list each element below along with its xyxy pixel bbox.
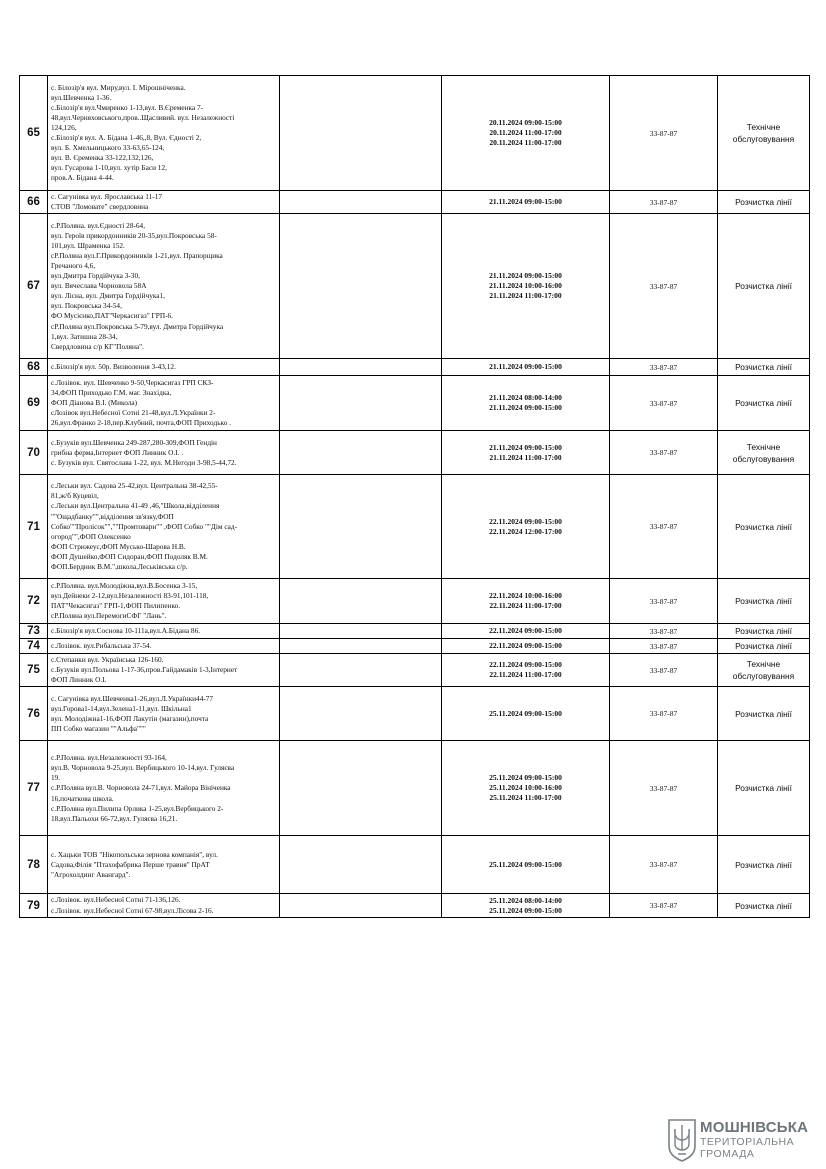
address-line: ФОП Діанова В.І. (Микола): [51, 398, 138, 408]
time-cell: [442, 359, 610, 376]
time-cell: [442, 639, 610, 654]
address-line: вул. Б. Хмельницького 33-63,65-124,: [51, 143, 165, 153]
phone-cell: 33-87-87: [610, 214, 718, 359]
address-cell: [48, 639, 280, 654]
row-number: 66: [20, 191, 48, 214]
work-type-cell: Розчистка лінії: [718, 639, 810, 654]
address-line: 101,вул. Шраменка 152.: [51, 240, 125, 250]
address-line: вул.В. Чорновола 9-25,вул. Вербицького 10-14,вул. Гуляєва: [51, 763, 235, 773]
address-line: 48,вул.Черняховського,пров..Щасливий. вул. Незалежності: [51, 112, 235, 122]
time-slot: 21.11.2024 09:00-15:00: [489, 362, 562, 372]
work-type-cell: Технічне обслуговування: [718, 431, 810, 475]
time-cell: [442, 654, 610, 687]
address-line: с.Білозір'я вул. 50р. Визволення 3-43,12.: [51, 362, 176, 372]
address-line: 16,початкова школа.: [51, 793, 114, 803]
address-line: с.Бузуків вул.Польова 1-17-36,пров.Гайдамаків 1-3,Інтернет: [51, 665, 238, 675]
empty-cell: [280, 894, 442, 917]
time-slot: 20.11.2024 11:00-17:00: [489, 138, 562, 147]
time-cell: [442, 894, 610, 917]
time-slot: 21.11.2024 11:00-17:00: [489, 452, 562, 462]
address-line: с.Р.Поляна. вул.Незалежності 93-164,: [51, 753, 167, 763]
phone-cell: 33-87-87: [610, 836, 718, 894]
table-row: [20, 376, 810, 431]
address-line: ФОП Душейко,ФОП Сидоран,ФОП Подоляк В.М.: [51, 551, 208, 561]
phone-cell: 33-87-87: [610, 76, 718, 191]
row-number: 65: [20, 76, 48, 191]
table-row: [20, 639, 810, 654]
outage-schedule-table: [19, 75, 810, 918]
work-type-cell: Розчистка лінії: [718, 687, 810, 741]
phone-cell: 33-87-87: [610, 894, 718, 917]
address-line: с.Білозір'я вул.Чмиренко 1-13,вул. В.Єременка 7-: [51, 102, 204, 112]
phone-cell: 33-87-87: [610, 579, 718, 624]
address-cell: [48, 191, 280, 214]
address-cell: [48, 475, 280, 579]
row-number: 78: [20, 836, 48, 894]
row-number: 79: [20, 894, 48, 917]
address-line: ФОП Стрижеус,ФОП Мусько-Шарова Н.В.: [51, 541, 186, 551]
work-type-cell: Розчистка лінії: [718, 894, 810, 917]
address-line: вул. Вячеслава Чорновола 58А: [51, 281, 147, 291]
address-line: Свердловина с/р КГ"Поляна".: [51, 341, 144, 351]
address-line: 34,ФОП Приходько Г.М. маг. Знахідка,: [51, 388, 172, 398]
table-row: [20, 191, 810, 214]
address-line: грибна ферма,Інтернет ФОП Линник О.І. .: [51, 447, 184, 457]
row-number: 72: [20, 579, 48, 624]
row-number: 73: [20, 624, 48, 639]
table-row: [20, 431, 810, 475]
address-line: ФОП.Бердник В.М.",школа,Леськівська с/р.: [51, 562, 188, 572]
address-line: с.Р.Поляна. вул.Молодіжна,вул.В.Босенка 3-15,: [51, 581, 198, 590]
address-cell: [48, 624, 280, 639]
address-line: с.Лозівок. вул.Небесної Сотні 67-98,вул.Лісова 2-16.: [51, 905, 214, 915]
row-number: 74: [20, 639, 48, 654]
work-type-cell: Розчистка лінії: [718, 475, 810, 579]
time-slot: 21.11.2024 11:00-17:00: [489, 291, 562, 301]
table-row: [20, 359, 810, 376]
time-slot: 22.11.2024 09:00-15:00: [489, 660, 562, 670]
phone-cell: 33-87-87: [610, 741, 718, 836]
address-cell: [48, 579, 280, 624]
row-number: 67: [20, 214, 48, 359]
address-line: вул. Молодіжна1-16,ФОП Лакутін (магазин),почта: [51, 713, 209, 723]
time-slot: 20.11.2024 11:00-17:00: [489, 128, 562, 137]
phone-cell: 33-87-87: [610, 376, 718, 431]
time-cell: [442, 214, 610, 359]
address-line: "Агрохолдинг Авангард".: [51, 870, 131, 880]
table-body: [20, 76, 810, 918]
phone-cell: 33-87-87: [610, 639, 718, 654]
empty-cell: [280, 836, 442, 894]
row-number: 70: [20, 431, 48, 475]
time-slot: 25.11.2024 09:00-15:00: [489, 905, 562, 915]
row-number: 69: [20, 376, 48, 431]
address-line: ПП Собко магазин ""Альфа""": [51, 724, 146, 734]
address-cell: [48, 741, 280, 836]
address-line: Садова,Філія "Птахофабрика Перше травня" ПрАТ: [51, 859, 210, 869]
time-slot: 22.11.2024 12:00-17:00: [489, 526, 562, 536]
address-line: вул. Гусарова 1-10,вул. хутір Баси 12,: [51, 163, 167, 173]
empty-cell: [280, 475, 442, 579]
empty-cell: [280, 191, 442, 214]
empty-cell: [280, 431, 442, 475]
address-line: 1,вул. Затишна 28-34,: [51, 331, 118, 341]
address-cell: [48, 894, 280, 917]
empty-cell: [280, 654, 442, 687]
work-type-cell: Розчистка лінії: [718, 214, 810, 359]
address-cell: [48, 431, 280, 475]
address-line: с.Лозівок. вул.Рибальська 37-54.: [51, 641, 152, 651]
logo-subtitle-2: ГРОМАДА: [700, 1148, 755, 1160]
time-cell: [442, 475, 610, 579]
phone-cell: 33-87-87: [610, 359, 718, 376]
time-slot: 21.11.2024 08:00-14:00: [489, 393, 562, 403]
address-line: вул.Дейнеки 2-12,вул.Незалежності 83-91,101-118,: [51, 591, 209, 601]
work-type-cell: Розчистка лінії: [718, 359, 810, 376]
time-cell: [442, 191, 610, 214]
time-cell: [442, 431, 610, 475]
empty-cell: [280, 639, 442, 654]
table-row: [20, 475, 810, 579]
address-line: ""Ощадбанку"",відділення зв'язку,ФОП: [51, 511, 174, 521]
empty-cell: [280, 741, 442, 836]
time-cell: [442, 741, 610, 836]
address-line: огород"",ФОП Олексенко: [51, 531, 131, 541]
address-line: 18,вул.Пальохи 66-72,вул. Гуляєва 16,21.: [51, 813, 178, 823]
address-cell: [48, 214, 280, 359]
table-row: [20, 654, 810, 687]
time-slot: 25.11.2024 11:00-17:00: [489, 793, 562, 803]
address-line: вул.Дмитра Гордійчука 3-30,: [51, 271, 140, 281]
time-slot: 21.11.2024 09:00-15:00: [489, 197, 562, 207]
table-row: [20, 894, 810, 917]
empty-cell: [280, 687, 442, 741]
address-cell: [48, 76, 280, 191]
address-line: ФО Мусієнко,ПАТ"Черкасигаз" ГРП-6.: [51, 311, 173, 321]
address-line: СТОВ "Ломовате" свердловина: [51, 202, 149, 212]
table-row: [20, 214, 810, 359]
time-slot: 20.11.2024 09:00-15:00: [489, 118, 562, 127]
address-line: ПАТ"Чекасигаз" ГРП-1,ФОП Пилипенко.: [51, 601, 181, 611]
empty-cell: [280, 376, 442, 431]
time-slot: 21.11.2024 09:00-15:00: [489, 442, 562, 452]
phone-cell: 33-87-87: [610, 191, 718, 214]
address-line: с.Білозір'я вул. А. Бідана 1-46,,8, Вул. Єдності 2,: [51, 133, 202, 142]
address-line: вул.Шевченка 1-36.: [51, 92, 112, 102]
address-line: с.Степанки вул. Українська 126-160.: [51, 655, 164, 665]
trident-icon: [667, 1118, 697, 1162]
work-type-cell: Розчистка лінії: [718, 191, 810, 214]
phone-cell: 33-87-87: [610, 687, 718, 741]
table-row: [20, 836, 810, 894]
time-slot: 21.11.2024 09:00-15:00: [489, 271, 562, 281]
address-line: сР.Поляна вул.ПеремогиСФГ "Лань".: [51, 611, 167, 621]
table-row: [20, 579, 810, 624]
address-line: с.Леськи вул. Садова 25-42,вул. Центральна 38-42,55-: [51, 481, 218, 491]
address-line: с.Леськи вул.Центральна 41-49 ,46,"Школа,відділення: [51, 501, 220, 511]
time-slot: 22.11.2024 11:00-17:00: [489, 601, 562, 611]
address-line: с. Сагунівка вул.Шевченка1-26,вул.Л.Українки44-77: [51, 693, 214, 703]
address-line: сР.Поляна вул.Покровська 5-79,вул. Дмитра Гордійчука: [51, 321, 224, 331]
time-cell: [442, 76, 610, 191]
address-line: сЛозівок вул.Небесної Сотні 21-48,вул.Л.Українки 2-: [51, 408, 216, 418]
row-number: 77: [20, 741, 48, 836]
address-line: вул.Горова1-14,вул.Зелена1-11,вул. Шкільна1: [51, 703, 192, 713]
address-line: вул. Героїв прикордонників 20-35,вул.Покровська 58-: [51, 230, 217, 240]
time-cell: [442, 579, 610, 624]
empty-cell: [280, 214, 442, 359]
address-line: с. Бузуків вул. Святослава 1-22, вул. М.Негоди 3-98,5-44,72.: [51, 457, 237, 467]
address-line: пров.А. Бідана 4-44.: [51, 173, 114, 183]
address-line: с. Сагунівка вул. Ярославська 11-17: [51, 192, 163, 201]
time-slot: 25.11.2024 10:00-16:00: [489, 783, 562, 793]
phone-cell: 33-87-87: [610, 624, 718, 639]
time-slot: 22.11.2024 11:00-17:00: [489, 670, 562, 680]
address-line: сР.Поляна вул.Г.Прикордонників 1-21,вул. Прапорщика: [51, 250, 223, 260]
empty-cell: [280, 359, 442, 376]
address-cell: [48, 376, 280, 431]
address-line: вул. Покровська 34-54,: [51, 301, 122, 311]
address-line: 26,вул.Франко 2-18,пер.Клубний, почта,ФОП Приходько .: [51, 418, 232, 428]
address-line: Собко""Пролісок"",""Промтовари"" ,ФОП Собко ""Дім сад-: [51, 521, 238, 531]
address-line: с.Р.Поляна вул.В. Чорновола 24-71,вул. Майора Вініченка: [51, 783, 231, 793]
work-type-cell: Розчистка лінії: [718, 836, 810, 894]
address-line: вул. В. Єременка 33-122,132,126,: [51, 153, 154, 163]
work-type-cell: Розчистка лінії: [718, 376, 810, 431]
time-slot: 21.11.2024 10:00-16:00: [489, 281, 562, 291]
phone-cell: 33-87-87: [610, 431, 718, 475]
time-slot: 25.11.2024 09:00-15:00: [489, 773, 562, 783]
time-slot: 25.11.2024 08:00-14:00: [489, 895, 562, 905]
phone-cell: 33-87-87: [610, 654, 718, 687]
address-line: с.Бузуків вул.Шевченка 249-287,280-309,ФОП Гендін: [51, 437, 217, 447]
logo-name: МОШНІВСЬКА: [700, 1119, 809, 1136]
address-line: 19.: [51, 773, 61, 783]
address-line: с.Лозівок. вул. Шевченко 9-50,Черкасигаз ГРП СКЗ-: [51, 377, 214, 387]
phone-cell: 33-87-87: [610, 475, 718, 579]
work-type-cell: Розчистка лінії: [718, 579, 810, 624]
address-line: вул. Лісна, вул. Дмитра Гордійчука1,: [51, 291, 166, 301]
table-row: [20, 76, 810, 191]
time-slot: 25.11.2024 09:00-15:00: [489, 859, 562, 869]
address-line: ФОП Линник О.І.: [51, 675, 107, 685]
address-line: Гречаного 4,6,: [51, 260, 96, 270]
time-cell: [442, 376, 610, 431]
address-cell: [48, 836, 280, 894]
work-type-cell: Розчистка лінії: [718, 624, 810, 639]
work-type-cell: Технічне обслуговування: [718, 654, 810, 687]
time-slot: 21.11.2024 09:00-15:00: [489, 403, 562, 413]
empty-cell: [280, 76, 442, 191]
address-line: 81,ж/б Куцевіл,: [51, 491, 99, 501]
time-slot: 22.11.2024 09:00-15:00: [489, 516, 562, 526]
work-type-cell: Розчистка лінії: [718, 741, 810, 836]
table-row: [20, 687, 810, 741]
work-type-cell: Технічне обслуговування: [718, 76, 810, 191]
time-slot: 22.11.2024 09:00-15:00: [489, 626, 562, 636]
time-slot: 22.11.2024 10:00-16:00: [489, 591, 562, 601]
table-row: [20, 741, 810, 836]
logo-subtitle-1: ТЕРИТОРІАЛЬНА: [700, 1136, 795, 1148]
row-number: 75: [20, 654, 48, 687]
address-line: с.Білозір'я вул.Соснова 10-111а,вул.А.Бідана 86.: [51, 626, 201, 636]
row-number: 76: [20, 687, 48, 741]
address-line: 124,126,: [51, 122, 77, 132]
table-row: [20, 624, 810, 639]
time-cell: [442, 836, 610, 894]
address-cell: [48, 359, 280, 376]
address-cell: [48, 654, 280, 687]
row-number: 71: [20, 475, 48, 579]
time-slot: 22.11.2024 09:00-15:00: [489, 641, 562, 651]
time-cell: [442, 687, 610, 741]
address-line: с.Р.Поляна вул.Пилипа Орлика 1-25,вул.Вербицького 2-: [51, 803, 224, 813]
address-line: с. Білозір'я вул. Миру,вул. І. Мірошніченка.: [51, 82, 186, 92]
row-number: 68: [20, 359, 48, 376]
address-line: с.Р.Поляна. вул.Єдності 28-64,: [51, 220, 146, 230]
address-cell: [48, 687, 280, 741]
empty-cell: [280, 579, 442, 624]
address-line: с.Лозівок. вул.Небесної Сотні 71-136,126.: [51, 895, 181, 905]
empty-cell: [280, 624, 442, 639]
address-line: с. Хацьки ТОВ "Нікопольська зернова компанія", вул.: [51, 849, 218, 859]
time-slot: 25.11.2024 09:00-15:00: [489, 708, 562, 718]
time-cell: [442, 624, 610, 639]
community-logo: [667, 1118, 817, 1162]
